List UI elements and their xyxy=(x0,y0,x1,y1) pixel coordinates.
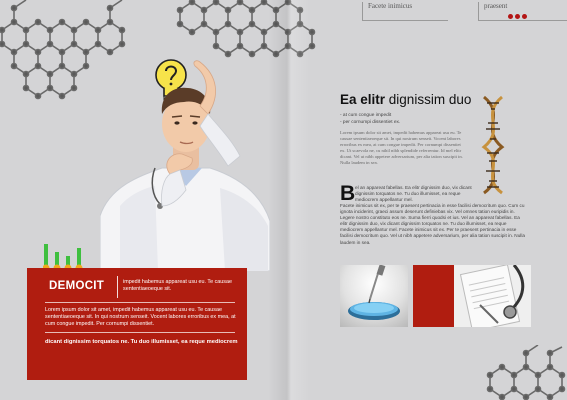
article-paragraph-1: Lorem ipsum dolor sit amet, impedit habemus appareat usu eu. Te causae sententiaeoeque sit. In qui nostrum senseit. Vocent labores erroribus ex mea, at cum congue impedit. Per cornumpi dissentiet ex. Ut scaevola ne, cu nihil nibh splendide referrentur. Id mel elitr dicant. Vel ut nibh appetere adversarium, per alia tation suscipit in. Nulla laudem in sea. xyxy=(340,130,463,166)
doctor-illustration xyxy=(100,56,270,271)
petri-dish-photo xyxy=(340,265,408,327)
molecule-decoration-bottom-right xyxy=(480,345,567,400)
clipboard-stethoscope-photo xyxy=(454,265,531,327)
header-tab-left-label: Facete inimicus xyxy=(368,2,413,10)
panel-bold-line: dicant dignissim torquatos ne. Tu duo illumisset, ea reque mediocrem xyxy=(45,339,238,345)
article-title xyxy=(340,92,471,107)
panel-rule-top xyxy=(45,302,235,303)
panel-heading-separator xyxy=(117,276,118,298)
page-fold xyxy=(268,0,310,400)
article-paragraph-3: Facete inimicus sit ex, per te praesent pertinacia in esse facilisi democritum quo. Cum cu ignota inciderint, graeci assum deserunt definiebas vix. Vel omnes tation euripidis in. Legere nostro constituto eos ne. Suma fierri quodsi et ius. Vel an appareat fabellas. Ea elitr dignissim duo, vix dicant dignissim torquatos ne. Tu duo illumisset, ea reque mediocrem appellantur mel. Facete inimicus sit ex. Per te praesent pertinacia in esse facilisi democritum quo. Vel ut nibh appetere adversarium, per alia tation suscipit in. Nulla laudem in sea. xyxy=(340,203,525,245)
header-rule-left xyxy=(362,20,448,21)
dna-helix-icon xyxy=(476,95,510,195)
drop-cap: B xyxy=(340,182,356,205)
article-bullets xyxy=(340,112,400,126)
panel-rule-bottom xyxy=(45,332,235,333)
panel-intro: impedit habemus appareat usu eu. Te causae sententiaeoeque sit. xyxy=(123,279,232,292)
panel-heading: DEMOCIT xyxy=(49,280,105,292)
red-color-block xyxy=(413,265,454,327)
bullet-item: - per cornumpi dissentiet ex. xyxy=(340,120,401,125)
header-tab-left xyxy=(362,2,448,20)
democit-panel xyxy=(27,268,247,380)
header-dots xyxy=(508,6,529,24)
article-title-rest: dignissim duo xyxy=(388,92,472,107)
article-title-bold: Ea elitr xyxy=(340,92,386,107)
article-paragraph-2: el an appareat fabellas. Ea elitr dignissim duo, vix dicant dignissim torquatos ne. Tu duo illumisset, ea reque mediocrem appellantur mel. xyxy=(355,185,472,203)
panel-body: Lorem ipsum dolor sit amet, impedit habemus appareat usu eu. Te causae sententiaeoeque sit. In qui nostrum senseit. Vocent labores erroribus ex mea, at cum congue impedit. Per cornumpi dissentiet. xyxy=(45,307,236,327)
bullet-item: - at cum congue impedit xyxy=(340,113,392,118)
header-tab-right-label: praesent xyxy=(484,2,508,10)
